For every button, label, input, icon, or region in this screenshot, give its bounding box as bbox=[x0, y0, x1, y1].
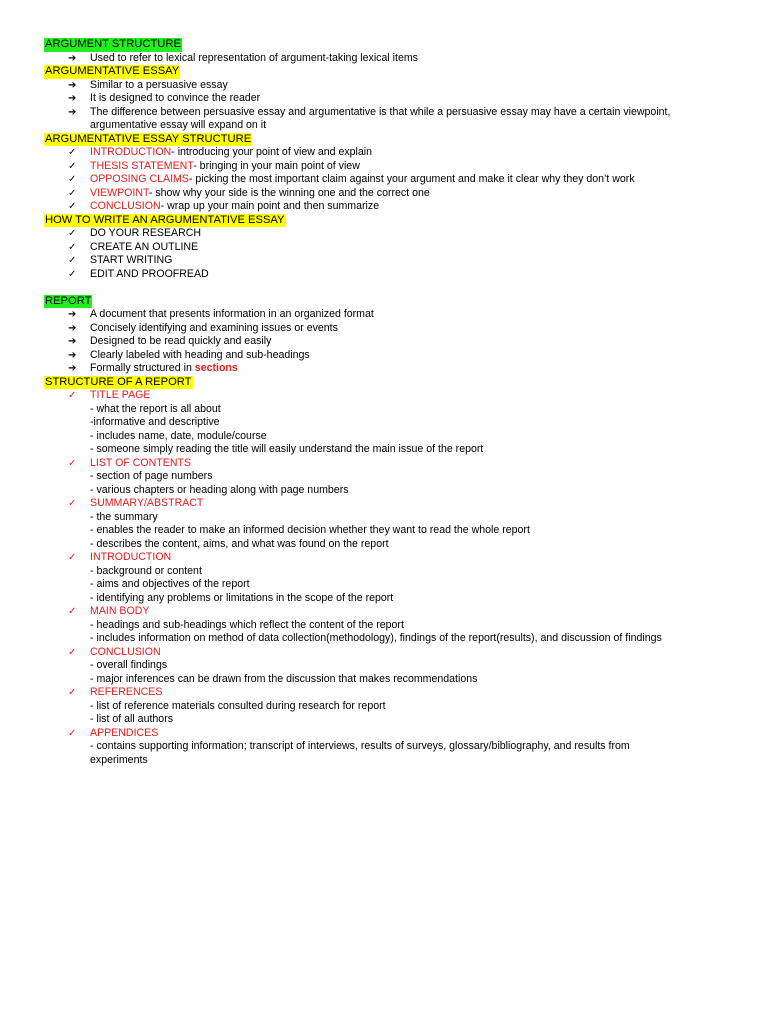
section-line: - includes name, date, module/course bbox=[90, 429, 267, 442]
section-line: - various chapters or heading along with page numbers bbox=[90, 483, 349, 496]
section-title: ✓ APPENDICES bbox=[68, 726, 159, 739]
checkmark-bullet-icon: ✓ bbox=[68, 228, 77, 239]
section-line: - what the report is all about bbox=[90, 402, 221, 415]
section-line: - list of reference materials consulted during research for report bbox=[90, 699, 386, 712]
heading-report bbox=[44, 295, 734, 309]
checkmark-bullet-icon: ✓ bbox=[68, 498, 77, 509]
how-to-write-list bbox=[44, 227, 734, 281]
arrow-bullet-icon: ➔ bbox=[68, 349, 77, 361]
list-item: ➔ The difference between persuasive essay and argumentative is that while a persuasive essay may have a certain viewpoint, bbox=[68, 105, 671, 118]
term: VIEWPOINT bbox=[90, 186, 149, 199]
section-line: - overall findings bbox=[90, 659, 168, 671]
list-item: ✓ EDIT AND PROOFREAD bbox=[68, 267, 209, 280]
section-title: ✓ TITLE PAGE bbox=[68, 389, 151, 401]
checkmark-bullet-icon: ✓ bbox=[68, 241, 77, 253]
section-line: experiments bbox=[90, 753, 148, 766]
checkmark-bullet-icon: ✓ bbox=[68, 457, 77, 469]
argumentative-essay-list bbox=[44, 79, 734, 133]
section-title: ✓ CONCLUSION bbox=[68, 645, 161, 658]
checkmark-bullet-icon: ✓ bbox=[68, 255, 77, 266]
checkmark-bullet-icon: ✓ bbox=[68, 160, 77, 172]
list-item: ✓ DO YOUR RESEARCH bbox=[68, 227, 202, 239]
arrow-bullet-icon: ➔ bbox=[68, 93, 77, 104]
list-item: ✓ START WRITING bbox=[68, 254, 173, 266]
section-line: - identifying any problems or limitations in the scope of the report bbox=[90, 591, 394, 604]
checkmark-bullet-icon: ✓ bbox=[68, 268, 77, 280]
checkmark-bullet-icon: ✓ bbox=[68, 727, 77, 739]
heading-how-to-write bbox=[44, 214, 734, 228]
section-line: - includes information on method of data collection(methodology), findings of the report(results), and discussion of findings bbox=[90, 632, 662, 644]
list-item: ✓ INTRODUCTION- introducing your point of view and explain bbox=[68, 146, 373, 158]
section-line: - major inferences can be drawn from the discussion that makes recommendations bbox=[90, 672, 478, 685]
structure-of-report-list bbox=[44, 389, 734, 767]
section-line: - headings and sub-headings which reflect the content of the report bbox=[90, 618, 404, 631]
heading-argument-structure bbox=[44, 38, 734, 52]
section-title: ✓ MAIN BODY bbox=[68, 605, 150, 617]
heading-structure-of-report bbox=[44, 376, 734, 390]
section-line: - the summary bbox=[90, 510, 158, 523]
section-line: - contains supporting information; transcript of interviews, results of surveys, glossary/bibliography, and results from bbox=[90, 740, 630, 752]
heading-text: HOW TO WRITE AN ARGUMENTATIVE ESSAY bbox=[45, 213, 285, 226]
arrow-bullet-icon: ➔ bbox=[68, 322, 77, 334]
list-item: ✓ OPPOSING CLAIMS- picking the most important claim against your argument and make it clear why they don’t work bbox=[68, 173, 635, 185]
arrow-bullet-icon: ➔ bbox=[68, 309, 77, 320]
term: CONCLUSION bbox=[90, 200, 161, 212]
list-item: ➔ Concisely identifying and examining issues or events bbox=[68, 321, 338, 334]
checkmark-bullet-icon: ✓ bbox=[68, 147, 77, 158]
heading-argumentative-essay-structure bbox=[44, 133, 734, 147]
section-line: - list of all authors bbox=[90, 713, 174, 725]
report-list bbox=[44, 308, 734, 376]
list-item: ✓ VIEWPOINT- show why your side is the winning one and the correct one bbox=[68, 186, 430, 199]
argumentative-essay-structure-list bbox=[44, 146, 734, 214]
checkmark-bullet-icon: ✓ bbox=[68, 552, 77, 563]
list-item: ➔ It is designed to convince the reader bbox=[68, 92, 261, 104]
section-title: ✓ SUMMARY/ABSTRACT bbox=[68, 497, 204, 509]
heading-argumentative-essay bbox=[44, 65, 734, 79]
term: sections bbox=[194, 362, 238, 374]
section-line: - section of page numbers bbox=[90, 470, 213, 482]
heading-text: ARGUMENTATIVE ESSAY bbox=[45, 65, 180, 77]
checkmark-bullet-icon: ✓ bbox=[68, 687, 77, 698]
arrow-bullet-icon: ➔ bbox=[68, 336, 77, 347]
checkmark-bullet-icon: ✓ bbox=[68, 174, 77, 185]
section-title: ✓ LIST OF CONTENTS bbox=[68, 456, 192, 469]
section-line: - enables the reader to make an informed decision whether they want to read the whole report bbox=[90, 524, 530, 536]
section-line: -informative and descriptive bbox=[90, 416, 220, 428]
arrow-bullet-icon: ➔ bbox=[68, 52, 77, 64]
spacer bbox=[44, 281, 734, 295]
checkmark-bullet-icon: ✓ bbox=[68, 201, 77, 212]
list-item: ✓ CONCLUSION- wrap up your main point and then summarize bbox=[68, 200, 380, 212]
section-line: - background or content bbox=[90, 564, 202, 577]
list-item: ✓ CREATE AN OUTLINE bbox=[68, 240, 199, 253]
heading-text: ARGUMENTATIVE ESSAY STRUCTURE bbox=[45, 132, 252, 145]
checkmark-bullet-icon: ✓ bbox=[68, 606, 77, 617]
checkmark-bullet-icon: ✓ bbox=[68, 390, 77, 401]
section-line: - someone simply reading the title will easily understand the main issue of the report bbox=[90, 443, 484, 455]
list-item: ➔ Similar to a persuasive essay bbox=[68, 78, 228, 91]
term: OPPOSING CLAIMS bbox=[90, 173, 189, 185]
heading-text: REPORT bbox=[45, 294, 92, 307]
section-title: ✓ REFERENCES bbox=[68, 686, 163, 698]
term: THESIS STATEMENT bbox=[90, 159, 194, 172]
list-item: ➔ Formally structured in sections bbox=[68, 362, 238, 374]
term: INTRODUCTION bbox=[90, 146, 172, 158]
document-page bbox=[44, 38, 734, 767]
list-item: ✓ THESIS STATEMENT- bringing in your main point of view bbox=[68, 159, 360, 172]
list-item: ➔ Used to refer to lexical representation of argument-taking lexical items bbox=[68, 51, 418, 64]
section-line: - describes the content, aims, and what was found on the report bbox=[90, 537, 389, 550]
list-item-continuation: argumentative essay will expand on it bbox=[90, 119, 267, 131]
checkmark-bullet-icon: ✓ bbox=[68, 187, 77, 199]
list-item: ➔ Clearly labeled with heading and sub-headings bbox=[68, 348, 310, 361]
heading-text: STRUCTURE OF A REPORT bbox=[45, 375, 192, 388]
argument-structure-list bbox=[44, 52, 734, 66]
list-item: ➔ A document that presents information in an organized format bbox=[68, 308, 374, 320]
arrow-bullet-icon: ➔ bbox=[68, 79, 77, 91]
checkmark-bullet-icon: ✓ bbox=[68, 646, 77, 658]
list-item: ➔ Designed to be read quickly and easily bbox=[68, 335, 272, 347]
arrow-bullet-icon: ➔ bbox=[68, 106, 77, 118]
heading-text: ARGUMENT STRUCTURE bbox=[45, 38, 181, 50]
arrow-bullet-icon: ➔ bbox=[68, 363, 77, 374]
section-title: ✓ INTRODUCTION bbox=[68, 551, 172, 563]
section-line: - aims and objectives of the report bbox=[90, 578, 250, 590]
